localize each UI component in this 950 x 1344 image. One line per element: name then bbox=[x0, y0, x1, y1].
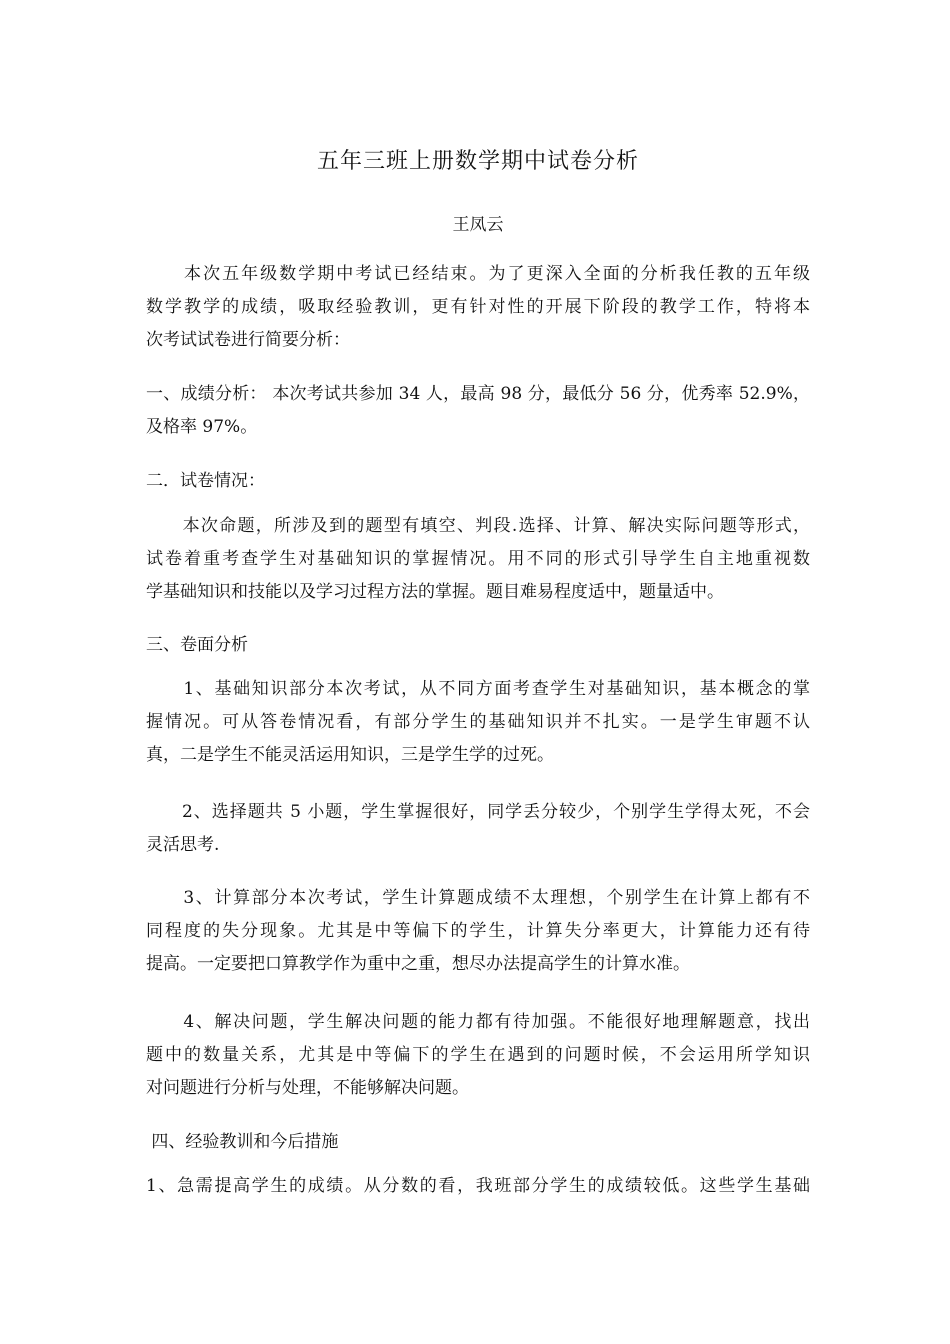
section-4-item-1 bbox=[146, 1170, 810, 1203]
text-line: 本次五年级数学期中考试已经结束。为了更深入全面的分析我任教的五年级 bbox=[146, 264, 810, 284]
section-3-item-4 bbox=[146, 1006, 810, 1105]
section-3-heading bbox=[146, 629, 810, 662]
text-line: 同程度的失分现象。尤其是中等偏下的学生，计算失分率更大，计算能力还有待 bbox=[146, 921, 810, 941]
text-line: 次考试试卷进行简要分析： bbox=[146, 330, 350, 350]
text-line: 握情况。可从答卷情况看，有部分学生的基础知识并不扎实。一是学生审题不认 bbox=[146, 712, 810, 732]
author-name: 王凤云 bbox=[452, 215, 504, 235]
text-line: 提高。一定要把口算教学作为重中之重，想尽办法提高学生的计算水准。 bbox=[146, 954, 690, 974]
section-1-score-analysis bbox=[146, 378, 810, 444]
text-line: 学基础知识和技能以及学习过程方法的掌握。题目难易程度适中，题量适中。 bbox=[146, 582, 724, 602]
text-line: 1、基础知识部分本次考试，从不同方面考查学生对基础知识，基本概念的掌 bbox=[146, 679, 810, 699]
section-4-heading bbox=[146, 1126, 810, 1159]
section-2-body bbox=[146, 510, 810, 609]
text-line: 数学教学的成绩，吸取经验教训，更有针对性的开展下阶段的教学工作，特将本 bbox=[146, 297, 810, 317]
text-line: 一、成绩分析： 本次考试共参加 34 人，最高 98 分，最低分 56 分，优秀率 52.9%， bbox=[146, 384, 810, 404]
section-3-item-1 bbox=[146, 673, 810, 772]
text-line: 对问题进行分析与处理，不能够解决问题。 bbox=[146, 1078, 469, 1098]
text-line: 3、计算部分本次考试，学生计算题成绩不太理想，个别学生在计算上都有不 bbox=[146, 888, 810, 908]
text-line: 灵活思考. bbox=[146, 835, 220, 855]
text-line: 4、解决问题，学生解决问题的能力都有待加强。不能很好地理解题意，找出 bbox=[146, 1012, 810, 1032]
heading-line: 二．试卷情况： bbox=[146, 471, 265, 491]
text-line: 2、选择题共 5 小题，学生掌握很好，同学丢分较少，个别学生学得太死，不会 bbox=[146, 802, 810, 822]
section-2-heading bbox=[146, 465, 810, 498]
heading-line: 三、卷面分析 bbox=[146, 635, 248, 655]
text-line: 试卷着重考查学生对基础知识的掌握情况。用不同的形式引导学生自主地重视数 bbox=[146, 549, 810, 569]
section-3-item-2 bbox=[146, 796, 810, 862]
text-line: 题中的数量关系，尤其是中等偏下的学生在遇到的问题时候，不会运用所学知识 bbox=[146, 1045, 810, 1065]
text-line: 真，二是学生不能灵活运用知识，三是学生学的过死。 bbox=[146, 745, 554, 765]
text-line: 本次命题，所涉及到的题型有填空、判段.选择、计算、解决实际问题等形式， bbox=[146, 516, 810, 536]
intro-paragraph bbox=[146, 258, 810, 357]
text-line: 1、急需提高学生的成绩。从分数的看，我班部分学生的成绩较低。这些学生基础 bbox=[146, 1176, 810, 1196]
document-title: 五年三班上册数学期中试卷分析 bbox=[316, 149, 639, 174]
section-3-item-3 bbox=[146, 882, 810, 981]
text-line: 及格率 97%。 bbox=[146, 417, 258, 437]
heading-line: 四、经验教训和今后措施 bbox=[146, 1132, 339, 1152]
